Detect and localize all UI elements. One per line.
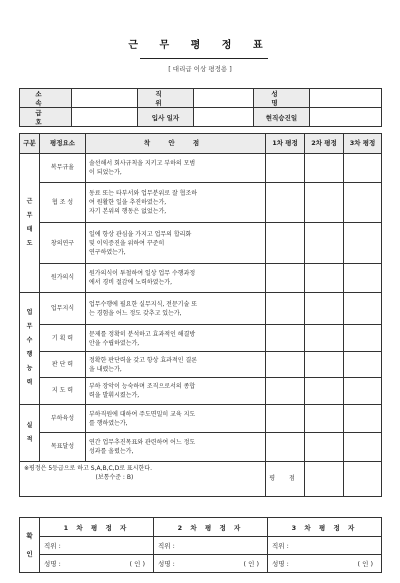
score-cell-2[interactable] xyxy=(305,378,344,404)
group-label-work-attitude: 근 무 태 도 xyxy=(20,154,40,293)
second-evaluator-position[interactable]: 직위 : xyxy=(154,537,268,555)
score-cell-3[interactable] xyxy=(344,351,382,377)
score-cell-1[interactable] xyxy=(266,351,305,377)
element-criteria: 원가의식이 투철하여 일상 업무 수행과정 에서 경비 절감에 노력하였는가, xyxy=(86,263,266,292)
element-criteria: 솔선해서 회사규칙을 지키고 부하의 모범 이 되었는가, xyxy=(86,154,266,183)
info-value-position[interactable] xyxy=(194,89,254,108)
score-cell-3[interactable] xyxy=(344,154,382,183)
score-cell-2[interactable] xyxy=(305,223,344,264)
element-criteria: 일에 항상 관심을 가지고 업무의 합리화 및 이익증진을 위하여 꾸준히 연구하였는가, xyxy=(86,223,266,264)
info-value-grade[interactable] xyxy=(72,108,138,127)
score-cell-2[interactable] xyxy=(305,182,344,223)
element-name: 협 조 성 xyxy=(40,182,86,223)
score-cell-1[interactable] xyxy=(266,263,305,292)
document-title: 근 무 평 정 표 xyxy=(128,40,272,51)
info-value-join-date[interactable] xyxy=(194,108,254,127)
element-criteria: 부하직원에 대하여 주도면밀히 교육 지도 를 행하였는가, xyxy=(86,404,266,433)
info-label-department: 소 속 xyxy=(20,89,72,108)
total-score-label: 평 점 xyxy=(266,461,305,496)
score-cell-1[interactable] xyxy=(266,404,305,433)
score-cell-2[interactable] xyxy=(305,404,344,433)
info-label-name: 성 명 xyxy=(254,89,310,108)
info-value-promotion-date[interactable] xyxy=(310,108,382,127)
third-evaluator-position[interactable]: 직위 : xyxy=(268,537,382,555)
header-criteria: 착 안 점 xyxy=(86,134,266,154)
score-cell-3[interactable] xyxy=(344,263,382,292)
score-cell-2[interactable] xyxy=(305,351,344,377)
element-name: 기 획 력 xyxy=(40,325,86,351)
score-cell-1[interactable] xyxy=(266,182,305,223)
element-name: 부하육성 xyxy=(40,404,86,433)
document-subtitle: [ 대리급 이상 평정용 ] xyxy=(168,65,232,73)
element-name: 판 단 력 xyxy=(40,351,86,377)
score-cell-2[interactable] xyxy=(305,263,344,292)
third-evaluator-header: 3 차 평 정 자 xyxy=(268,518,382,537)
employee-info-table xyxy=(19,88,382,127)
score-cell-1[interactable] xyxy=(266,433,305,462)
score-cell-2[interactable] xyxy=(305,325,344,351)
score-cell-2[interactable] xyxy=(305,154,344,183)
info-label-grade: 급 호 xyxy=(20,108,72,127)
grading-note-continued: (보통수준 : B) xyxy=(86,461,266,496)
first-evaluator-position[interactable]: 직위 : xyxy=(40,537,154,555)
score-cell-3[interactable] xyxy=(344,378,382,404)
element-name: 복무규율 xyxy=(40,154,86,183)
score-cell-3[interactable] xyxy=(344,182,382,223)
score-cell-1[interactable] xyxy=(266,292,305,325)
info-value-department[interactable] xyxy=(72,89,138,108)
confirmation-table xyxy=(19,517,382,573)
score-cell-2[interactable] xyxy=(305,433,344,462)
evaluation-table xyxy=(19,133,382,497)
grading-note: ※평정은 5등급으로 하고 S,A,B,C,D로 표시한다. xyxy=(20,461,86,496)
total-score-cell-1[interactable] xyxy=(305,461,344,496)
title-underline xyxy=(140,58,268,59)
element-criteria: 정확한 판단력을 갖고 항상 효과적인 결론 을 내렸는가, xyxy=(86,351,266,377)
total-score-cell-2[interactable] xyxy=(344,461,382,496)
confirmation-label: 확 인 xyxy=(20,518,40,573)
first-evaluator-signature[interactable]: 성명 : ( 인 ) xyxy=(40,555,154,573)
element-name: 원가의식 xyxy=(40,263,86,292)
score-cell-3[interactable] xyxy=(344,404,382,433)
score-cell-3[interactable] xyxy=(344,292,382,325)
score-cell-1[interactable] xyxy=(266,154,305,183)
element-criteria: 동료 또는 타부서와 업무분위로 잘 협조하 여 원활한 일을 추진하였는가, 자기 본위의 행동은 없었는가, xyxy=(86,182,266,223)
score-cell-2[interactable] xyxy=(305,292,344,325)
score-cell-3[interactable] xyxy=(344,223,382,264)
info-value-name[interactable] xyxy=(310,89,382,108)
group-label-results: 실 적 xyxy=(20,404,40,461)
score-cell-3[interactable] xyxy=(344,433,382,462)
header-third-score: 3차 평정 xyxy=(344,134,382,154)
header-category: 구분 xyxy=(20,134,40,154)
element-name: 업무지식 xyxy=(40,292,86,325)
element-name: 창의연구 xyxy=(40,223,86,264)
element-name: 목표달성 xyxy=(40,433,86,462)
second-evaluator-signature[interactable]: 성명 : ( 인 ) xyxy=(154,555,268,573)
score-cell-1[interactable] xyxy=(266,378,305,404)
element-criteria: 연간 업무추진목표와 관련하여 어느 정도 성과를 올렸는가, xyxy=(86,433,266,462)
element-criteria: 문제를 정확히 분석하고 효과적인 해결방 안을 수립하였는가, xyxy=(86,325,266,351)
first-evaluator-header: 1 차 평 정 자 xyxy=(40,518,154,537)
info-label-join-date: 입사 일자 xyxy=(138,108,194,127)
element-criteria: 부하 장악이 능숙하며 조직으로서의 종합 력을 발휘시켰는가, xyxy=(86,378,266,404)
header-element: 평정요소 xyxy=(40,134,86,154)
third-evaluator-signature[interactable]: 성명 : ( 인 ) xyxy=(268,555,382,573)
score-cell-1[interactable] xyxy=(266,223,305,264)
info-label-position: 직 위 xyxy=(138,89,194,108)
element-criteria: 업무수행에 필요한 실무지식, 전문기술 또 는 경험을 어느 정도 갖추고 있는가, xyxy=(86,292,266,325)
second-evaluator-header: 2 차 평 정 자 xyxy=(154,518,268,537)
score-cell-1[interactable] xyxy=(266,325,305,351)
score-cell-3[interactable] xyxy=(344,325,382,351)
group-label-performance-ability: 업 무 수 행 능 력 xyxy=(20,292,40,404)
header-first-score: 1차 평정 xyxy=(266,134,305,154)
info-label-promotion-date: 현직승진일 xyxy=(254,108,310,127)
element-name: 지 도 력 xyxy=(40,378,86,404)
header-second-score: 2차 평정 xyxy=(305,134,344,154)
